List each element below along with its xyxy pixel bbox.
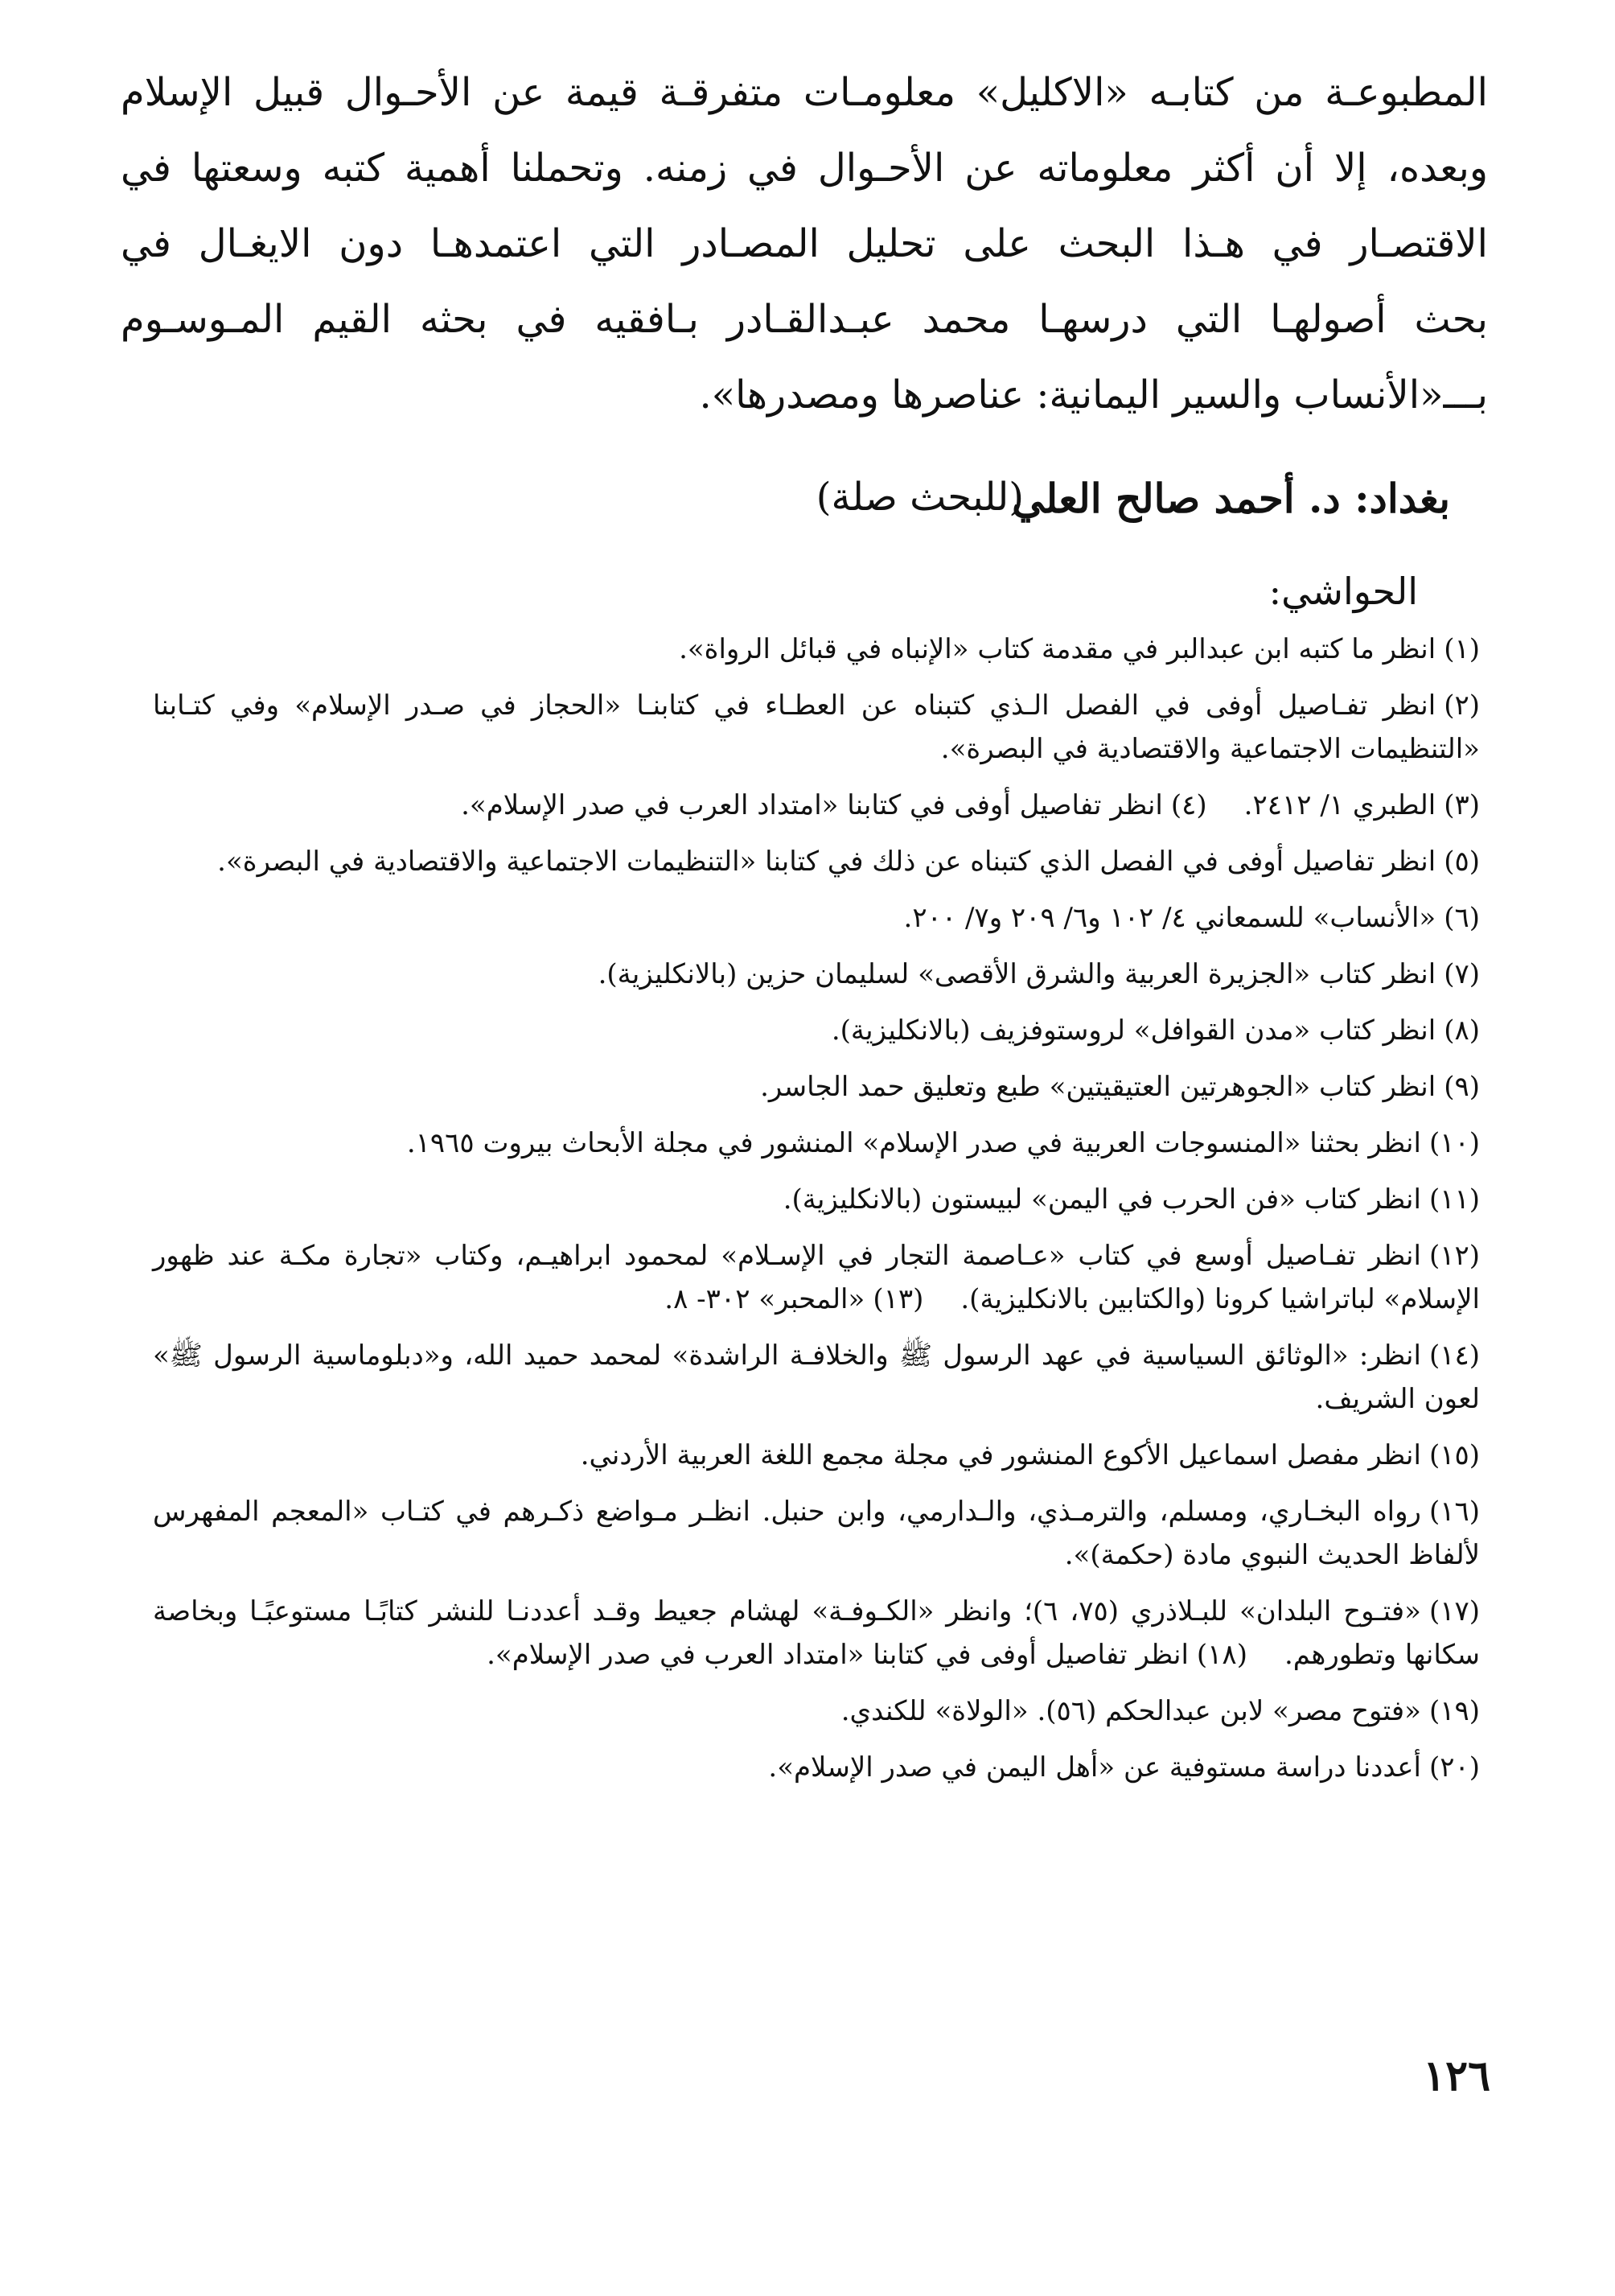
footnote	[153, 1746, 1480, 1789]
footnote-text: انظر: «الوثائق السياسية في عهد الرسول ﷺ والخلافـة الراشدة» لمحمد حميد الله، و«دبلوماسية الرسول ﷺ» لعون الشريف.	[153, 1339, 1480, 1415]
intro-paragraph	[121, 55, 1488, 433]
footnote-number: (١٥)	[1428, 1439, 1480, 1471]
footnote-text: «فتوح مصر» لابن عبدالحكم (٥٦). «الولاة» للكندي.	[840, 1695, 1421, 1727]
footnote	[153, 1234, 1480, 1321]
footnote-text: انظر كتاب «فن الحرب في اليمن» لبيستون (بالانكليزية).	[783, 1183, 1421, 1216]
footnote-text: «المحبر» ٣٠٢- ٨.	[664, 1283, 865, 1315]
footnote-text: الطبري ١/ ٢٤١٢.	[1243, 789, 1436, 821]
footnote	[153, 896, 1480, 940]
footnote	[153, 1334, 1480, 1421]
footnote-number: (٢٠)	[1428, 1751, 1480, 1784]
footnote-number: (١٤)	[1428, 1339, 1480, 1372]
footnote-number: (٤)	[1170, 789, 1207, 821]
footnote-number: (١٧)	[1428, 1595, 1480, 1627]
footnote	[153, 1121, 1480, 1165]
footnote-text: انظر كتاب «الجوهرتين العتيقيتين» طبع وتعليق حمد الجاسر.	[760, 1071, 1436, 1103]
footnote-number: (١٨)	[1196, 1639, 1247, 1671]
footnote-number: (٢)	[1444, 689, 1480, 722]
footnote-number: (١٩)	[1428, 1695, 1480, 1727]
footnote-number: (٩)	[1444, 1071, 1480, 1103]
footnote-text: انظر تفاصيل أوفى في كتابنا «امتداد العرب في صدر الإسلام».	[487, 1639, 1189, 1671]
footnote	[153, 784, 1480, 827]
intro-line: الاقتصـار في هـذا البحث على تحليل المصـادر التي اعتمدهـا دون الايغـال في	[121, 221, 1489, 266]
footnote-text: «الأنساب» للسمعاني ٤/ ١٠٢ و٦/ ٢٠٩ و٧/ ٢٠٠.	[903, 902, 1436, 934]
footnote	[153, 1689, 1480, 1733]
footnote-text: انظر تفاصيل أوفى في الفصل الذي كتبناه عن ذلك في كتابنا «التنظيمات الاجتماعية والاقتصادية في البصرة».	[217, 846, 1436, 878]
footnote-number: (٨)	[1444, 1014, 1480, 1047]
footnote-text: انظر تفـاصيل أوفى في الفصل الـذي كتبناه عن العطـاء في كتابنـا «الحجاز في صـدر الإسلام» وفي كتـابنا «التنظيمات الاجتماعية والاقتصادية في البصرة».	[153, 689, 1480, 765]
footnote-number: (٧)	[1444, 958, 1480, 990]
footnote-number: (٥)	[1444, 846, 1480, 878]
footnote	[153, 840, 1480, 883]
footnote-text: انظر مفصل اسماعيل الأكوع المنشور في مجلة مجمع اللغة العربية الأردني.	[580, 1439, 1421, 1471]
footnote-text: انظر ما كتبه ابن عبدالبر في مقدمة كتاب «الإنباه في قبائل الرواة».	[679, 633, 1436, 665]
intro-line: بحث أصولهـا التي درسهـا محمد عبـدالقـادر بـافقيه في بحثه القيم المـوسـوم	[121, 297, 1488, 342]
notes-heading: الحواشي:	[1268, 570, 1418, 613]
intro-line: المطبوعـة من كتابـه «الاكليل» معلومـات متفرقـة قيمة عن الأحـوال قبيل الإسلام	[121, 70, 1488, 115]
footnote	[153, 684, 1480, 771]
intro-line: وبعده، إلا أن أكثر معلوماته عن الأحـوال في زمنه. وتحملنا أهمية كتبه وسعتها في	[121, 146, 1488, 191]
author-byline: بغداد: د. أحمد صالح العلي	[1012, 475, 1450, 522]
footnote-text: انظر بحثنا «المنسوجات العربية في صدر الإسلام» المنشور في مجلة الأبحاث بيروت ١٩٦٥.	[406, 1127, 1421, 1159]
intro-line: بـــ«الأنساب والسير اليمانية: عناصرها ومصدرها».	[699, 372, 1488, 418]
footnote-text: رواه البخـاري، ومسلم، والترمـذي، والـدارمي، وابن حنبل. انظـر مـواضع ذكـرهم في كتـاب «المعجم المفهرس لألفاظ الحديث النبوي مادة (حكمة)».	[153, 1496, 1480, 1571]
footnote-number: (١)	[1444, 633, 1480, 665]
footnote-text: أعددنا دراسة مستوفية عن «أهل اليمن في صدر الإسلام».	[768, 1751, 1421, 1784]
footnote-number: (١٦)	[1428, 1496, 1480, 1528]
footnote	[153, 1590, 1480, 1677]
continued-note: (للبحث صلة)	[816, 475, 1024, 520]
footnote	[153, 1490, 1480, 1577]
footnote	[153, 953, 1480, 996]
footnote-number: (٦)	[1444, 902, 1480, 934]
footnote-text: انظر كتاب «الجزيرة العربية والشرق الأقصى» لسليمان حزين (بالانكليزية).	[598, 958, 1436, 990]
footnote	[153, 1434, 1480, 1477]
footnote	[153, 1009, 1480, 1052]
footnotes-list	[153, 627, 1480, 1802]
footnote-number: (١١)	[1428, 1183, 1480, 1216]
footnote-text: انظر تفاصيل أوفى في كتابنا «امتداد العرب في صدر الإسلام».	[461, 789, 1163, 821]
footnote-text: انظر كتاب «مدن القوافل» لروستوفزيف (بالانكليزية).	[831, 1014, 1436, 1047]
page-number: ١٢٦	[1423, 2051, 1490, 2101]
footnote-number: (١٣)	[873, 1283, 924, 1315]
footnote	[153, 1065, 1480, 1109]
footnote-text: انظر تفـاصيل أوسع في كتاب «عـاصمة التجار في الإسـلام» لمحمود ابراهيـم، وكتاب «تجارة مكـة عند ظهور الإسلام» لباتراشيا كرونا (والكتابين بالانكليزية).	[153, 1240, 1480, 1315]
footnote-number: (١٢)	[1428, 1240, 1480, 1272]
footnote	[153, 627, 1480, 671]
footnote	[153, 1178, 1480, 1221]
footnote-number: (١٠)	[1428, 1127, 1480, 1159]
footnote-number: (٣)	[1444, 789, 1480, 821]
footnote-text: «فتـوح البلدان» للبـلاذري (٧٥، ٦)؛ وانظر «الكـوفـة» لهشام جعيط وقـد أعددنـا للنشر كتابًـا مستوعبًـا وبخاصة سكانها وتطورهم.	[153, 1595, 1480, 1671]
